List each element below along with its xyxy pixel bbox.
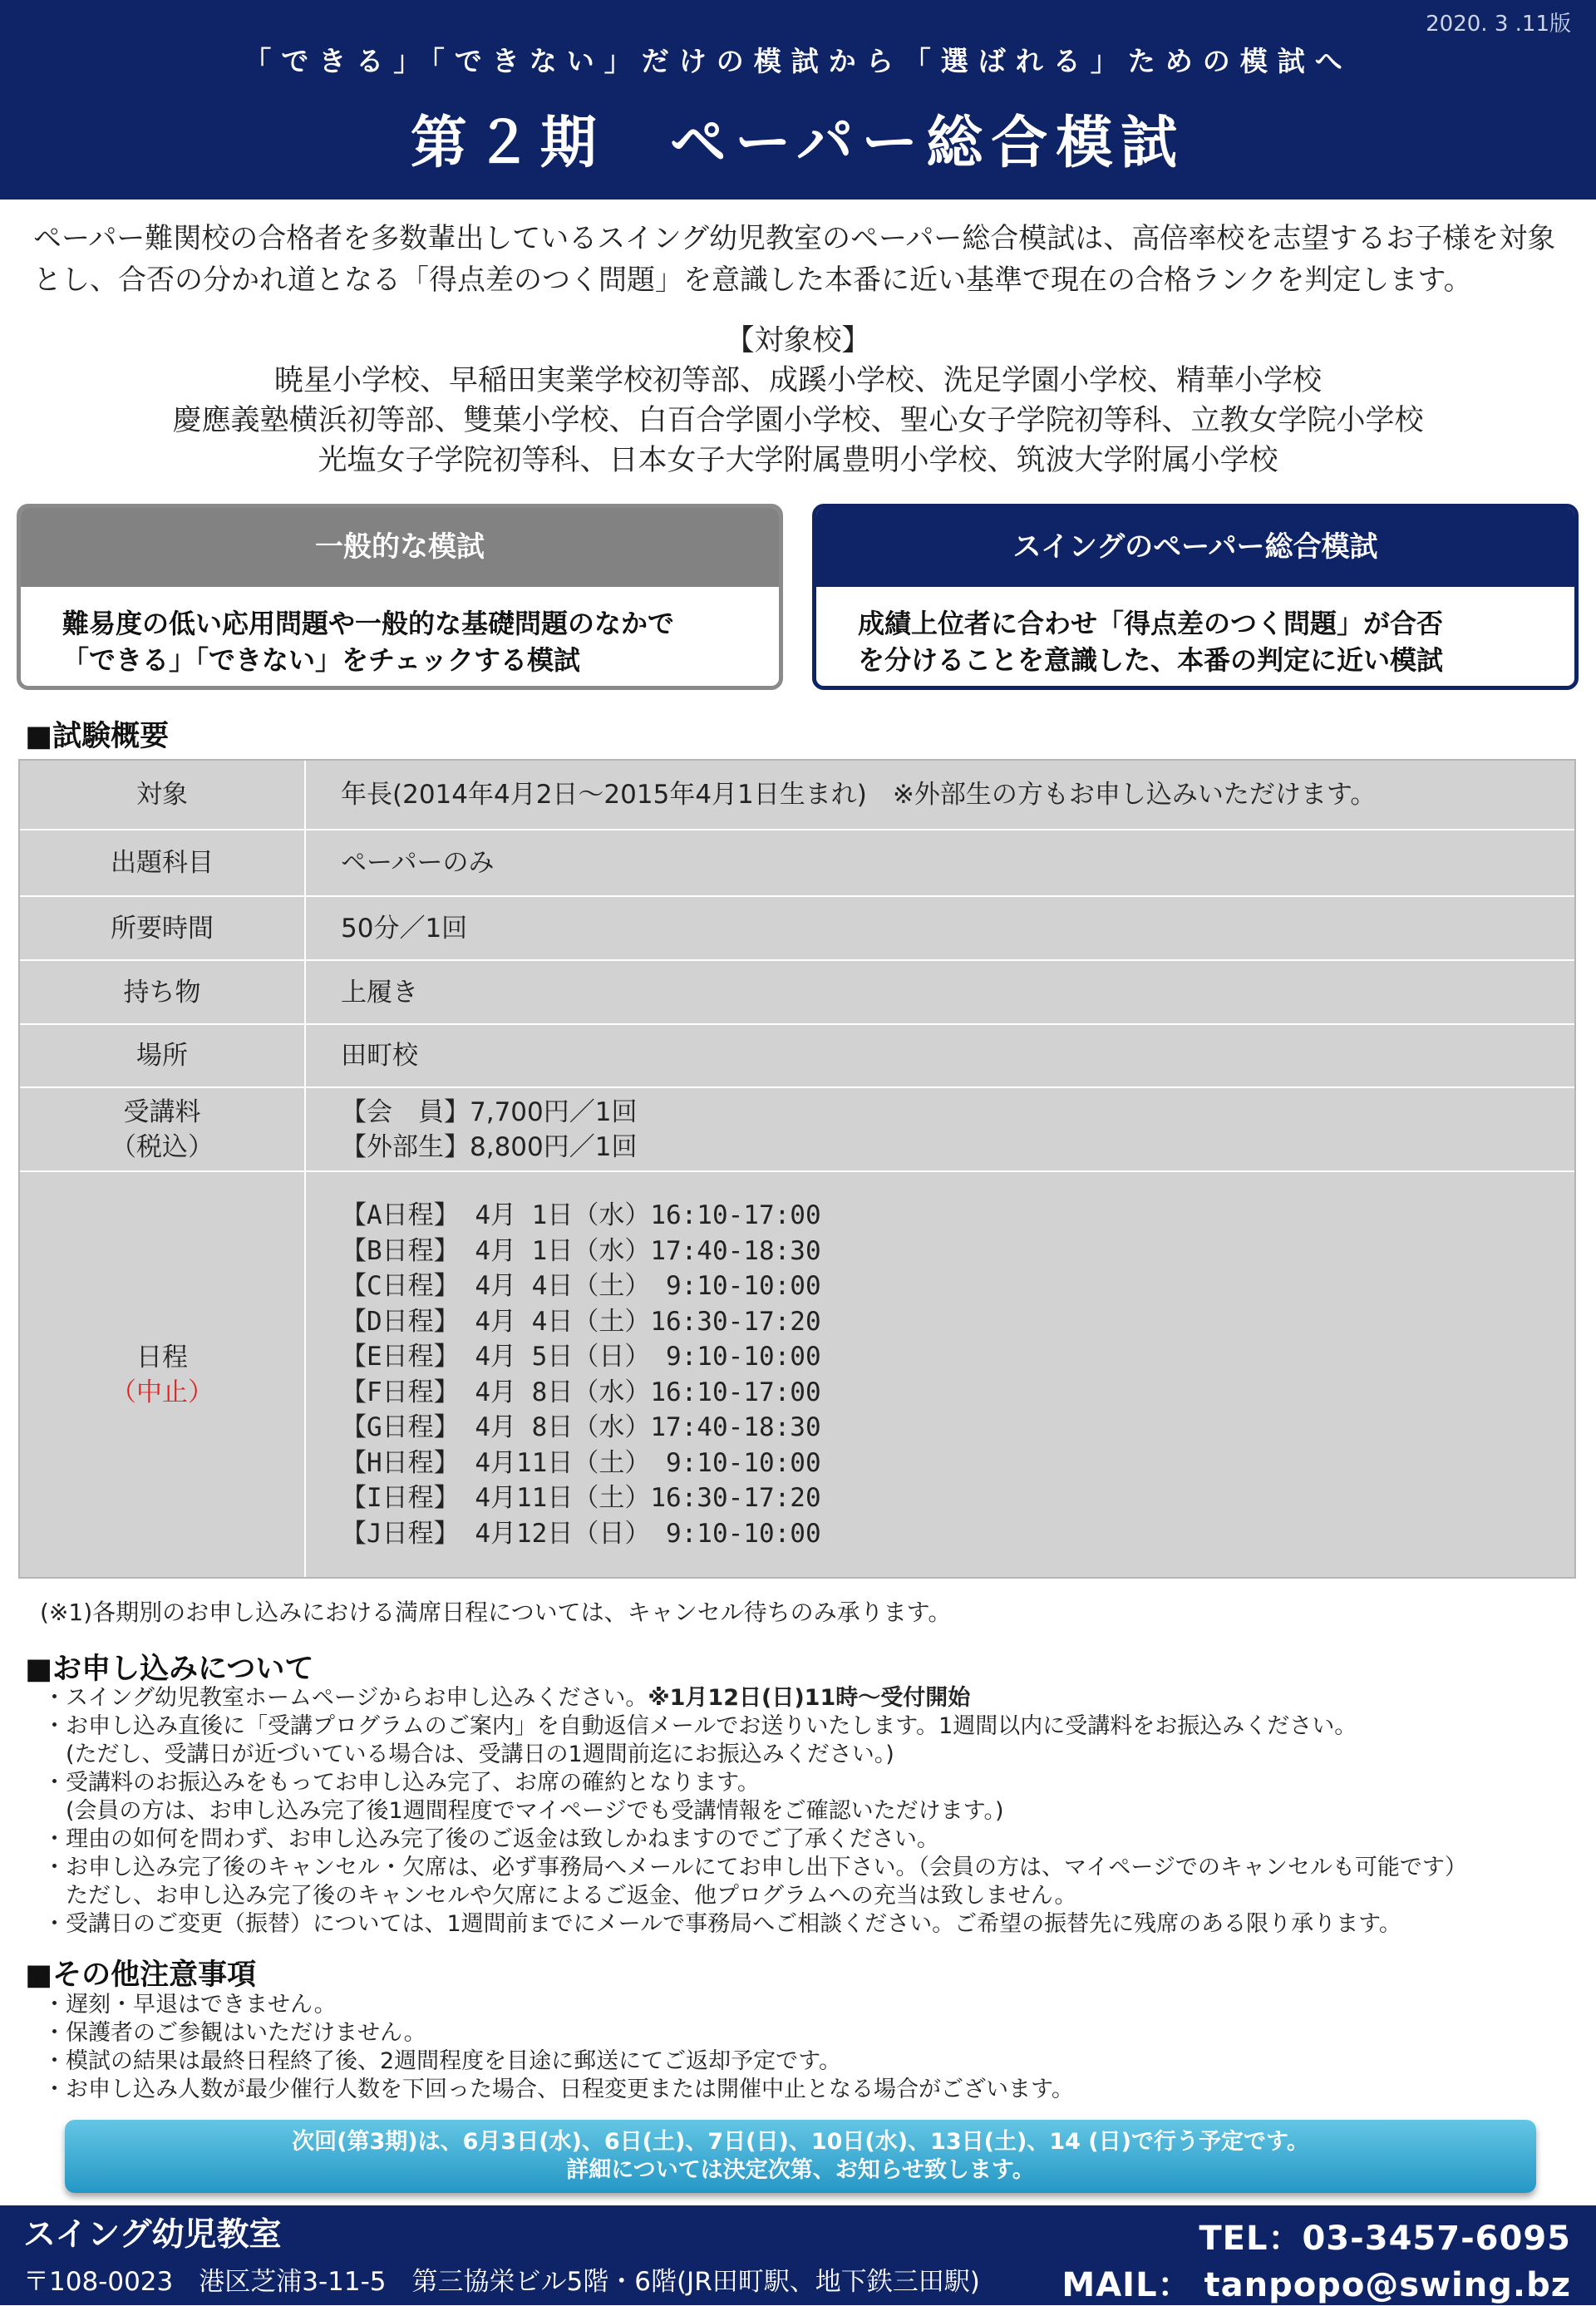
schedule-row <box>20 1172 1574 1577</box>
swing-mock-exam-box <box>812 504 1579 690</box>
swing-desc-line-2: を分けることを意識した、本番の判定に近い模試 <box>858 644 1444 676</box>
footer <box>0 2205 1596 2305</box>
general-mock-exam-box <box>17 504 783 690</box>
schedule-item: 【H日程】 4月11日（土） 9:10-10:00 <box>341 1447 821 1478</box>
intro-line-2: とし、合否の分かれ道となる「得点差のつく問題」を意識した本番に近い基準で現在の合格ランクを判定します。 <box>33 264 1472 297</box>
fee-values <box>341 1088 1566 1170</box>
other-notes-heading: ■その他注意事項 <box>25 1959 257 1992</box>
list-item: ・保護者のご参観はいただけません。 <box>43 2020 426 2046</box>
exam-overview-table <box>18 759 1576 1579</box>
swing-desc-line-1: 成績上位者に合わせ「得点差のつく問題」が合否 <box>858 608 1444 639</box>
application-list <box>43 1684 1467 1939</box>
target-schools-heading: 【対象校】 <box>725 324 871 357</box>
target-schools-line-2: 慶應義塾横浜初等部、雙葉小学校、白百合学園小学校、聖心女子学院初等科、立教女学院小学校 <box>172 404 1424 437</box>
schedule-item: 【B日程】 4月 1日（水）17:40-18:30 <box>341 1235 821 1266</box>
general-desc-line-1: 難易度の低い応用問題や一般的な基礎問題のなかで <box>62 608 675 639</box>
row-value: 年長(2014年4月2日～2015年4月1日生まれ) ※外部生の方もお申し込みいただけます。 <box>341 780 1377 810</box>
email-address: MAIL： tanpopo@swing.bz <box>1062 2266 1571 2304</box>
list-item: (会員の方は、お申し込み完了後1週間程度でマイページでも受講情報をご確認いただけます。) <box>43 1798 1004 1824</box>
row-label: 持ち物 <box>20 961 306 1023</box>
general-desc-line-2: 「できる」「できない」をチェックする模試 <box>62 644 581 676</box>
list-item: ・模試の結果は最終日程終了後、2週間程度を目途に郵送にてご返却予定です。 <box>43 2048 842 2074</box>
row-label: 所要時間 <box>20 897 306 959</box>
schedule-item: 【D日程】 4月 4日（土）16:30-17:20 <box>341 1306 821 1337</box>
schedule-label-text: 日程 <box>136 1342 188 1372</box>
school-name: スイング幼児教室 <box>23 2216 282 2254</box>
exam-overview-heading: ■試験概要 <box>25 720 170 753</box>
schedule-item: 【G日程】 4月 8日（水）17:40-18:30 <box>341 1412 821 1442</box>
row-label: 出題科目 <box>20 830 306 895</box>
tagline: 「できる」「できない」だけの模試から「選ばれる」ための模試へ <box>244 45 1352 77</box>
general-mock-exam-description <box>21 587 779 678</box>
fee-label <box>20 1088 306 1170</box>
list-item: ・理由の如何を問わず、お申し込み完了後のご返金は致しかねますのでご了承ください。 <box>43 1826 939 1852</box>
list-item-text: ・スイング幼児教室ホームページからお申し込みください。 <box>43 1685 648 1711</box>
schedule-item: 【I日程】 4月11日（土）16:30-17:20 <box>341 1483 821 1513</box>
row-label: 対象 <box>20 761 306 829</box>
other-notes-list <box>43 1991 1074 2104</box>
table-row <box>20 761 1574 830</box>
row-value: 上履き <box>341 977 418 1008</box>
row-value: 田町校 <box>341 1041 418 1071</box>
list-item: (ただし、受講日が近づいている場合は、受講日の1週間前迄にお振込みください。) <box>43 1742 894 1767</box>
next-session-banner <box>65 2120 1536 2193</box>
list-item <box>43 1684 1467 1712</box>
application-heading: ■お申し込みについて <box>25 1653 314 1686</box>
swing-mock-exam-title: スイングのペーパー総合模試 <box>816 508 1574 587</box>
fee-label-line-2: （税込） <box>111 1131 214 1162</box>
fee-row <box>20 1088 1574 1172</box>
table-row <box>20 897 1574 961</box>
list-item: ・お申し込み直後に「受講プログラムのご案内」を自動返信メールでお送りいたします。1週間以内に受講料をお振込みください。 <box>43 1713 1357 1739</box>
page-title: 第２期 ペーパー総合模試 <box>410 111 1186 176</box>
table-row <box>20 961 1574 1025</box>
phone-number: TEL：03-3457-6095 <box>1199 2220 1571 2258</box>
application-start-note: ※1月12日(日)11時～受付開始 <box>648 1685 971 1711</box>
intro-line-1: ペーパー難関校の合格者を多数輩出しているスイング幼児教室のペーパー総合模試は、高倍率校を志望するお子様を対象 <box>33 222 1556 255</box>
list-item: ・受講料のお振込みをもってお申し込み完了、お席の確約となります。 <box>43 1770 760 1796</box>
schedule-item: 【F日程】 4月 8日（水）16:10-17:00 <box>341 1377 821 1407</box>
target-schools-line-1: 暁星小学校、早稲田実業学校初等部、成蹊小学校、洗足学園小学校、精華小学校 <box>273 364 1322 397</box>
version-date: 2020. 3 .11版 <box>1426 12 1571 37</box>
cancelled-badge: （中止） <box>111 1377 214 1407</box>
schedule-label <box>20 1172 306 1577</box>
swing-mock-exam-description <box>816 587 1574 678</box>
schedule-item: 【C日程】 4月 4日（土） 9:10-10:00 <box>341 1271 821 1301</box>
schedule-list <box>341 1172 1566 1577</box>
general-mock-exam-title: 一般的な模試 <box>21 508 779 587</box>
intro-text <box>33 218 1571 301</box>
schedule-item: 【J日程】 4月12日（日） 9:10-10:00 <box>341 1518 821 1549</box>
list-item: ・お申し込み完了後のキャンセル・欠席は、必ず事務局へメールにてお申し出下さい。（会員の方は、マイページでのキャンセルも可能です） <box>43 1855 1467 1880</box>
list-item: ただし、お申し込み完了後のキャンセルや欠席によるご返金、他プログラムへの充当は致しません。 <box>43 1883 1077 1909</box>
list-item: ・受講日のご変更（振替）については、1週間前までにメールで事務局へご相談ください。ご希望の振替先に残席のある限り承ります。 <box>43 1911 1401 1937</box>
schedule-item: 【E日程】 4月 5日（日） 9:10-10:00 <box>341 1342 821 1372</box>
waitlist-note: (※1)各期別のお申し込みにおける満席日程については、キャンセル待ちのみ承ります。 <box>40 1599 952 1626</box>
table-row <box>20 1025 1574 1088</box>
row-value: ペーパーのみ <box>341 848 495 878</box>
list-item: ・遅刻・早退はできません。 <box>43 1992 337 2018</box>
target-schools-line-3: 光塩女子学院初等科、日本女子大学附属豊明小学校、筑波大学附属小学校 <box>318 444 1278 477</box>
table-row <box>20 830 1574 897</box>
list-item: ・お申し込み人数が最少催行人数を下回った場合、日程変更または開催中止となる場合がございます。 <box>43 2077 1074 2102</box>
header-banner <box>0 0 1596 200</box>
fee-member: 【会 員】7,700円／1回 <box>341 1096 638 1127</box>
schedule-item: 【A日程】 4月 1日（水）16:10-17:00 <box>341 1200 821 1230</box>
address: 〒108-0023 港区芝浦3-11-5 第三協栄ビル5階・6階(JR田町駅、地下鉄三田駅) <box>23 2267 980 2297</box>
next-session-line-1: 次回(第3期)は、6月3日(水)、6日(土)、7日(日)、10日(水)、13日(土)、14 (日)で行う予定です。 <box>292 2129 1309 2155</box>
fee-external: 【外部生】8,800円／1回 <box>341 1131 638 1162</box>
row-value: 50分／1回 <box>341 913 468 944</box>
fee-label-line-1: 受講料 <box>123 1096 201 1127</box>
next-session-line-2: 詳細については決定次第、お知らせ致します。 <box>566 2157 1035 2183</box>
row-label: 場所 <box>20 1025 306 1086</box>
